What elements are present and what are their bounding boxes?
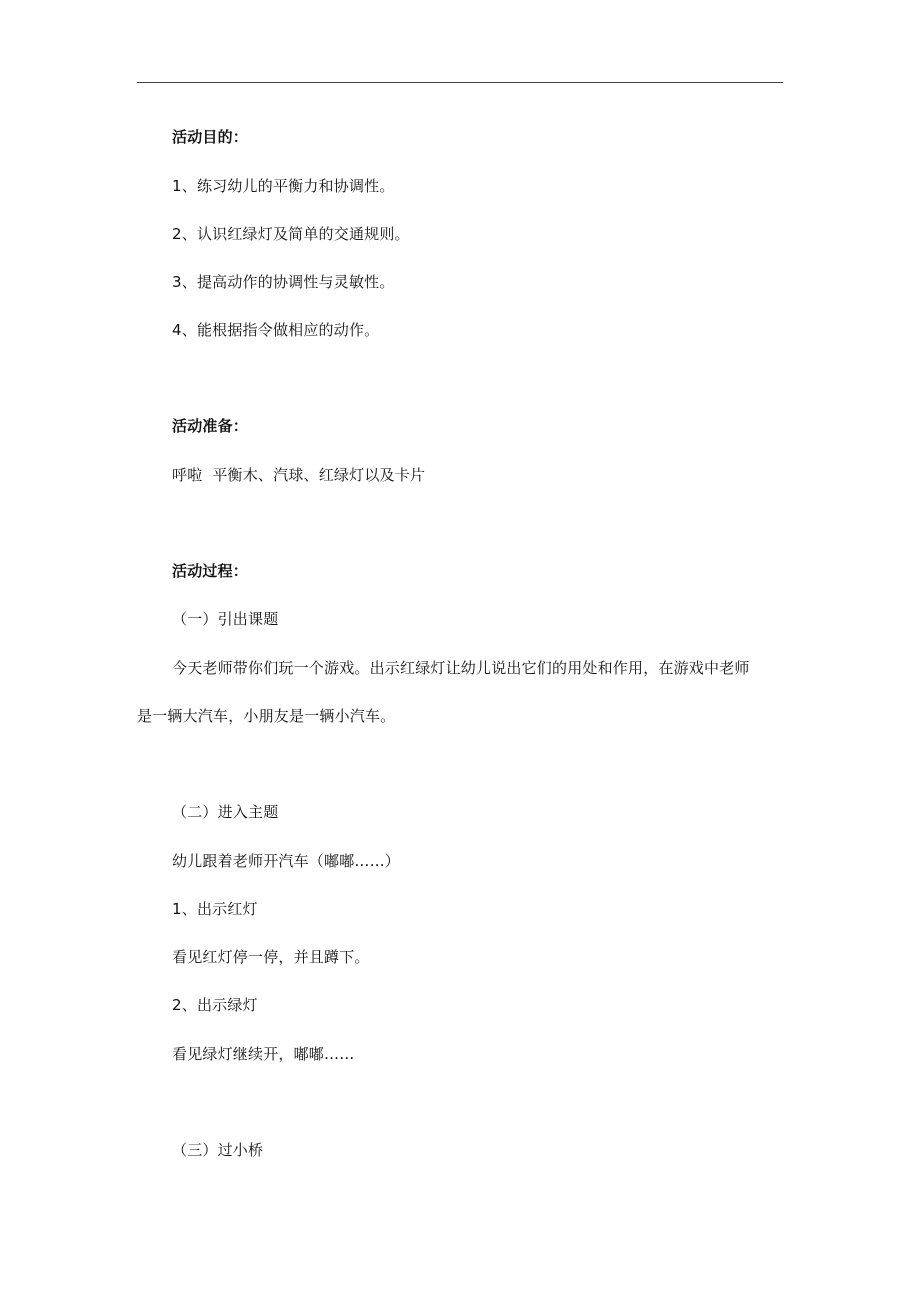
- part3-title: （三）过小桥: [172, 1141, 264, 1159]
- goal-item-2: 2、认识红绿灯及简单的交通规则。: [172, 225, 410, 243]
- part1-title: （一）引出课题: [172, 610, 279, 628]
- goal-item-4: 4、能根据指令做相应的动作。: [172, 321, 380, 339]
- part1-paragraph-line-1: 今天老师带你们玩一个游戏。出示红绿灯让幼儿说出它们的用处和作用，在游戏中老师: [172, 659, 750, 677]
- part2-step-2: 2、出示绿灯: [172, 996, 258, 1014]
- part2-step-1: 1、出示红灯: [172, 900, 258, 918]
- part1-paragraph-line-2: 是一辆大汽车，小朋友是一辆小汽车。: [137, 707, 396, 725]
- part2-intro: 幼儿跟着老师开汽车（嘟嘟……）: [172, 852, 401, 870]
- goal-item-3: 3、提高动作的协调性与灵敏性。: [172, 273, 395, 291]
- part2-title: （二）进入主题: [172, 803, 279, 821]
- process-heading: 活动过程：: [172, 562, 249, 580]
- goals-heading: 活动目的：: [172, 128, 249, 146]
- preparation-text: 呼啦 平衡木、汽球、红绿灯以及卡片: [172, 466, 426, 484]
- preparation-heading: 活动准备：: [172, 417, 249, 435]
- header-rule: [137, 82, 783, 83]
- part2-step-2-text: 看见绿灯继续开，嘟嘟……: [172, 1045, 355, 1063]
- part2-step-1-text: 看见红灯停一停，并且蹲下。: [172, 948, 370, 966]
- goal-item-1: 1、练习幼儿的平衡力和协调性。: [172, 177, 395, 195]
